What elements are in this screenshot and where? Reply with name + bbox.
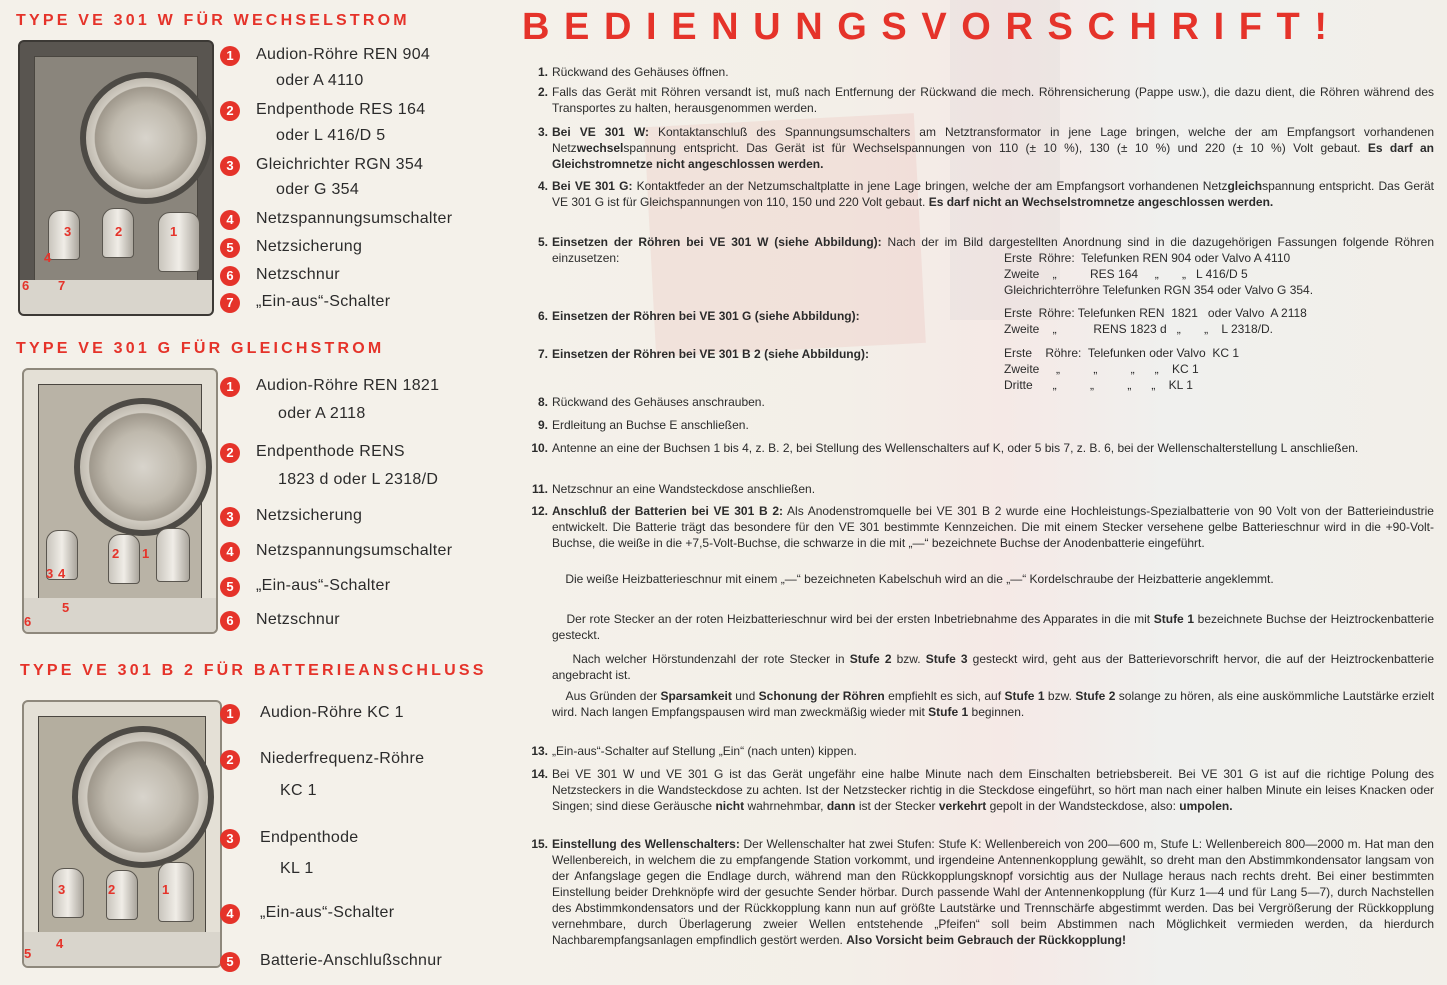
part-number: 4 [220,904,240,924]
part-number: 3 [220,156,240,176]
part-number: 6 [220,266,240,286]
part-text: oder G 354 [276,181,360,198]
part-text: oder L 416/D 5 [276,127,386,144]
speaker-dial [74,398,212,536]
image-label: 3 [58,882,66,897]
part-text: Audion-Röhre REN 1821 [256,377,440,394]
part-number: 3 [220,507,240,527]
instruction-12-sparsamkeit: Aus Gründen der Sparsamkeit und Schonung der Röhren empfiehlt es sich, auf Stufe 1 bzw. Stufe 2 solange zu hören, als eine auskömmliche Lautstärke erzielt wird. Nach langen Empfangspausen wird man zweckmäßig wieder mit Stufe 1 beginnen. [552,689,1435,719]
image-label: 5 [24,946,32,961]
instruction-13: 13. „Ein-aus“-Schalter auf Stellung „Ein“ (nach unten) kippen. [531,744,857,758]
image-label: 2 [115,224,123,239]
radio-image-w [18,40,214,316]
part-number: 5 [220,952,240,972]
image-label: 4 [58,566,66,581]
instruction-4: 4. Bei VE 301 G: Kontaktfeder an der Netzumschaltplatte in jene Lage bringen, welche der am Empfangsort vorhandenen Netzgleichspannung entspricht. Das Gerät VE 301 G ist für Gleichspannungen von 110, 150 und 220 Volt gebaut. Es darf nicht an Wechselstromnetze angeschlossen werden. [537,179,1434,209]
part-text: oder A 2118 [278,405,366,422]
instruction-10: 10. Antenne an eine der Buchsen 1 bis 4, z. B. 2, bei Stellung des Wellenschalters auf K, oder 5 bis 7, z. B. 6, bei der Wellenschalterstellung L anschließen. [531,441,1359,455]
tubes-w: Erste Röhre: Telefunken REN 904 oder Valvo A 4110 Zweite „ RES 164 „ „ L 416/D 5 Gleichrichterröhre Telefunken RGN 354 oder Valvo G 354. [1004,251,1314,297]
type-g-heading: TYPE VE 301 G FÜR GLEICHSTROM [16,340,385,357]
part-text: Gleichrichter RGN 354 [256,156,424,173]
part-text: Audion-Röhre REN 904 [256,46,431,63]
image-label: 2 [112,546,120,561]
image-label: 6 [22,278,30,293]
chassis-base [20,280,212,314]
part-text: Netzsicherung [256,507,363,524]
instruction-12: 12. Anschluß der Batterien bei VE 301 B 2: Als Anodenstromquelle bei VE 301 B 2 wurde eine Hochleistungs-Spezialbatterie von 90 Volt von der Batterieindustrie entwickelt. Die Batterie trägt das besondere für den VE 301 bestimmte Kennzeichen. Die mit einem Stecker versehene gelbe Batterieschnur wird in die +90-Volt-Buchse, die weiße in die +7,5-Volt-Buchse, die schwarze in die mit „—“ bezeichnete Buchse der Anodenbatterie eingeführt. [531,504,1434,550]
part-number: 1 [220,46,240,66]
image-label: 4 [56,936,64,951]
image-label: 6 [24,614,32,629]
image-label: 4 [44,250,52,265]
part-text: Endpenthode RENS [256,443,405,460]
part-number: 3 [220,829,240,849]
part-text: Netzschnur [256,266,340,283]
part-text: Audion-Röhre KC 1 [260,704,404,721]
part-text: 1823 d oder L 2318/D [278,471,439,488]
part-text: Netzspannungsumschalter [256,210,453,227]
instruction-8: 8. Rückwand des Gehäuses anschrauben. [537,395,765,409]
instruction-6: 6. Einsetzen der Röhren bei VE 301 G (siehe Abbildung): [537,309,860,323]
instruction-12-stecker: Der rote Stecker an der roten Heizbatterieschnur wird bei der ersten Inbetriebnahme des Apparates in die mit Stufe 1 bezeichnete Buchse der Heiztrockenbatterie gesteckt. [552,612,1435,642]
instruction-1: 1. Rückwand des Gehäuses öffnen. [537,65,729,79]
part-number: 7 [220,293,240,313]
part-text: Niederfrequenz-Röhre [260,750,425,767]
tube [158,212,200,272]
part-number: 2 [220,443,240,463]
part-text: Endpenthode RES 164 [256,101,426,118]
part-number: 6 [220,611,240,631]
part-number: 4 [220,542,240,562]
part-number: 1 [220,704,240,724]
chassis-base [24,598,216,632]
tubes-g: Erste Röhre: Telefunken REN 1821 oder Valvo A 2118 Zweite „ RENS 1823 d „ „ L 2318/D. [1004,306,1307,336]
chassis-base [24,932,220,966]
part-text: „Ein-aus“-Schalter [256,577,391,594]
tubes-b: Erste Röhre: Telefunken oder Valvo KC 1 Zweite „ „ „ „ KC 1 Dritte „ „ „ „ KL 1 [1004,346,1240,392]
part-text: Netzschnur [256,611,340,628]
image-label: 7 [58,278,66,293]
part-text: Endpenthode [260,829,359,846]
part-text: oder A 4110 [276,72,364,89]
instruction-2: 2. Falls das Gerät mit Röhren versandt ist, muß nach Entfernung der Rückwand die mech. Röhrensicherung (Pappe usw.), die dazu dient, die Röhren während des Transportes zu halten, herausgenommen werden. [537,85,1434,115]
instruction-5: 5. Einsetzen der Röhren bei VE 301 W (siehe Abbildung): Nach der im Bild dargestellten Anordnung sind in die dazugehörigen Fassungen folgende Röhren einzusetzen: [537,235,1434,265]
image-label: 3 [46,566,54,581]
image-label: 1 [142,546,150,561]
instruction-3: 3. Bei VE 301 W: Kontaktanschluß des Spannungsumschalters am Netztransformator in jene Lage bringen, welche der am Empfangsort vorhandenen Netzwechselspannung entspricht. Das Gerät ist für Wechselspannungen von 110 (± 10 %), 130 (± 10 %) und 220 (± 10 %) Volt gebaut. Es darf an Gleichstromnetze nicht angeschlossen werden. [537,125,1434,171]
part-text: Netzspannungsumschalter [256,542,453,559]
tube [156,528,190,582]
part-number: 5 [220,238,240,258]
image-label: 2 [108,882,116,897]
part-text: Netzsicherung [256,238,363,255]
instruction-14: 14. Bei VE 301 W und VE 301 G ist das Gerät ungefähr eine halbe Minute nach dem Einschalten betriebsbereit. Bei VE 301 G ist auf die richtige Polung des Netzsteckers in die Wandsteckdose zu achten. Ist der Netzstecker richtig in die Steckdose eingeführt, so hört man nach einer halben Minute ein leises Knacken oder Singen; sind diese Geräusche nicht wahrnehmbar, dann ist der Stecker verkehrt gepolt in der Wandsteckdose, also: umpolen. [531,767,1434,813]
radio-image-b [22,700,222,968]
image-label: 1 [170,224,178,239]
part-text: „Ein-aus“-Schalter [256,293,391,310]
instruction-11: 11. Netzschnur an eine Wandsteckdose anschließen. [531,482,816,496]
type-b-heading: TYPE VE 301 B 2 FÜR BATTERIEANSCHLUSS [20,662,487,679]
instruction-12-heizbatterie: Die weiße Heizbatterieschnur mit einem „—“ bezeichneten Kabelschuh wird an die „—“ Kordelschraube der Heizbatterie angeklemmt. [552,572,1274,586]
part-number: 2 [220,750,240,770]
part-text: Batterie-Anschlußschnur [260,952,443,969]
instruction-12-stufen: Nach welcher Hörstundenzahl der rote Stecker in Stufe 2 bzw. Stufe 3 gesteckt wird, geht aus der Batterievorschrift hervor, die auf der Heiztrockenbatterie angebracht ist. [552,652,1434,682]
tube [52,868,84,918]
instruction-15: 15. Einstellung des Wellenschalters: Der Wellenschalter hat zwei Stufen: Stufe K: Wellenbereich von 200—600 m, Stufe L: Wellenbereich 800—2000 m. Hat man den Wellenbereich, in welchem die zu empfangende Station vorkommt, und irgendeine Antennenkopplung gewählt, so dreht man den Abstimmkondensator langsam von der Anfangslage gegen die Endlage durch, während man den Rückkopplungsknopf vorsichtig aus der Nullage heraus nach rechts dreht. Bei einer bestimmten Einstellung beider Drehknöpfe wird der gesuchte Sender hörbar. Durch passende Wahl der Antennenkopplung (für Kurz 1—4 und für Lang 5—7), durch Nachstellen des Abstimmkondensators und der Rückkopplung kann nun auf größte Lautstärke und Trennschärfe abgestimmt werden. Das bei Vergrößerung der Rückkopplung vernehmbare, durch Überlagerung zweier Wellen entstehende „Pfeifen“ soll beim Abstimmen nach Möglichkeit vermieden werden, da hierdurch Nachbarempfangsanlagen empfindlich gestört werden. Also Vorsicht beim Gebrauch der Rückkopplung! [531,837,1434,947]
instruction-9: 9. Erdleitung an Buchse E anschließen. [537,418,749,432]
part-number: 5 [220,577,240,597]
part-number: 4 [220,210,240,230]
radio-image-g [22,368,218,634]
page-title: BEDIENUNGSVORSCHRIFT! [522,6,1342,48]
speaker-dial [72,726,214,868]
image-label: 5 [62,600,70,615]
part-text: „Ein-aus“-Schalter [260,904,395,921]
instruction-7: 7. Einsetzen der Röhren bei VE 301 B 2 (siehe Abbildung): [537,347,869,361]
image-label: 1 [162,882,170,897]
image-label: 3 [64,224,72,239]
part-text: KL 1 [280,860,314,877]
part-number: 1 [220,377,240,397]
part-number: 2 [220,101,240,121]
part-text: KC 1 [280,782,317,799]
type-w-heading: TYPE VE 301 W FÜR WECHSELSTROM [16,12,410,29]
speaker-dial [80,72,212,204]
